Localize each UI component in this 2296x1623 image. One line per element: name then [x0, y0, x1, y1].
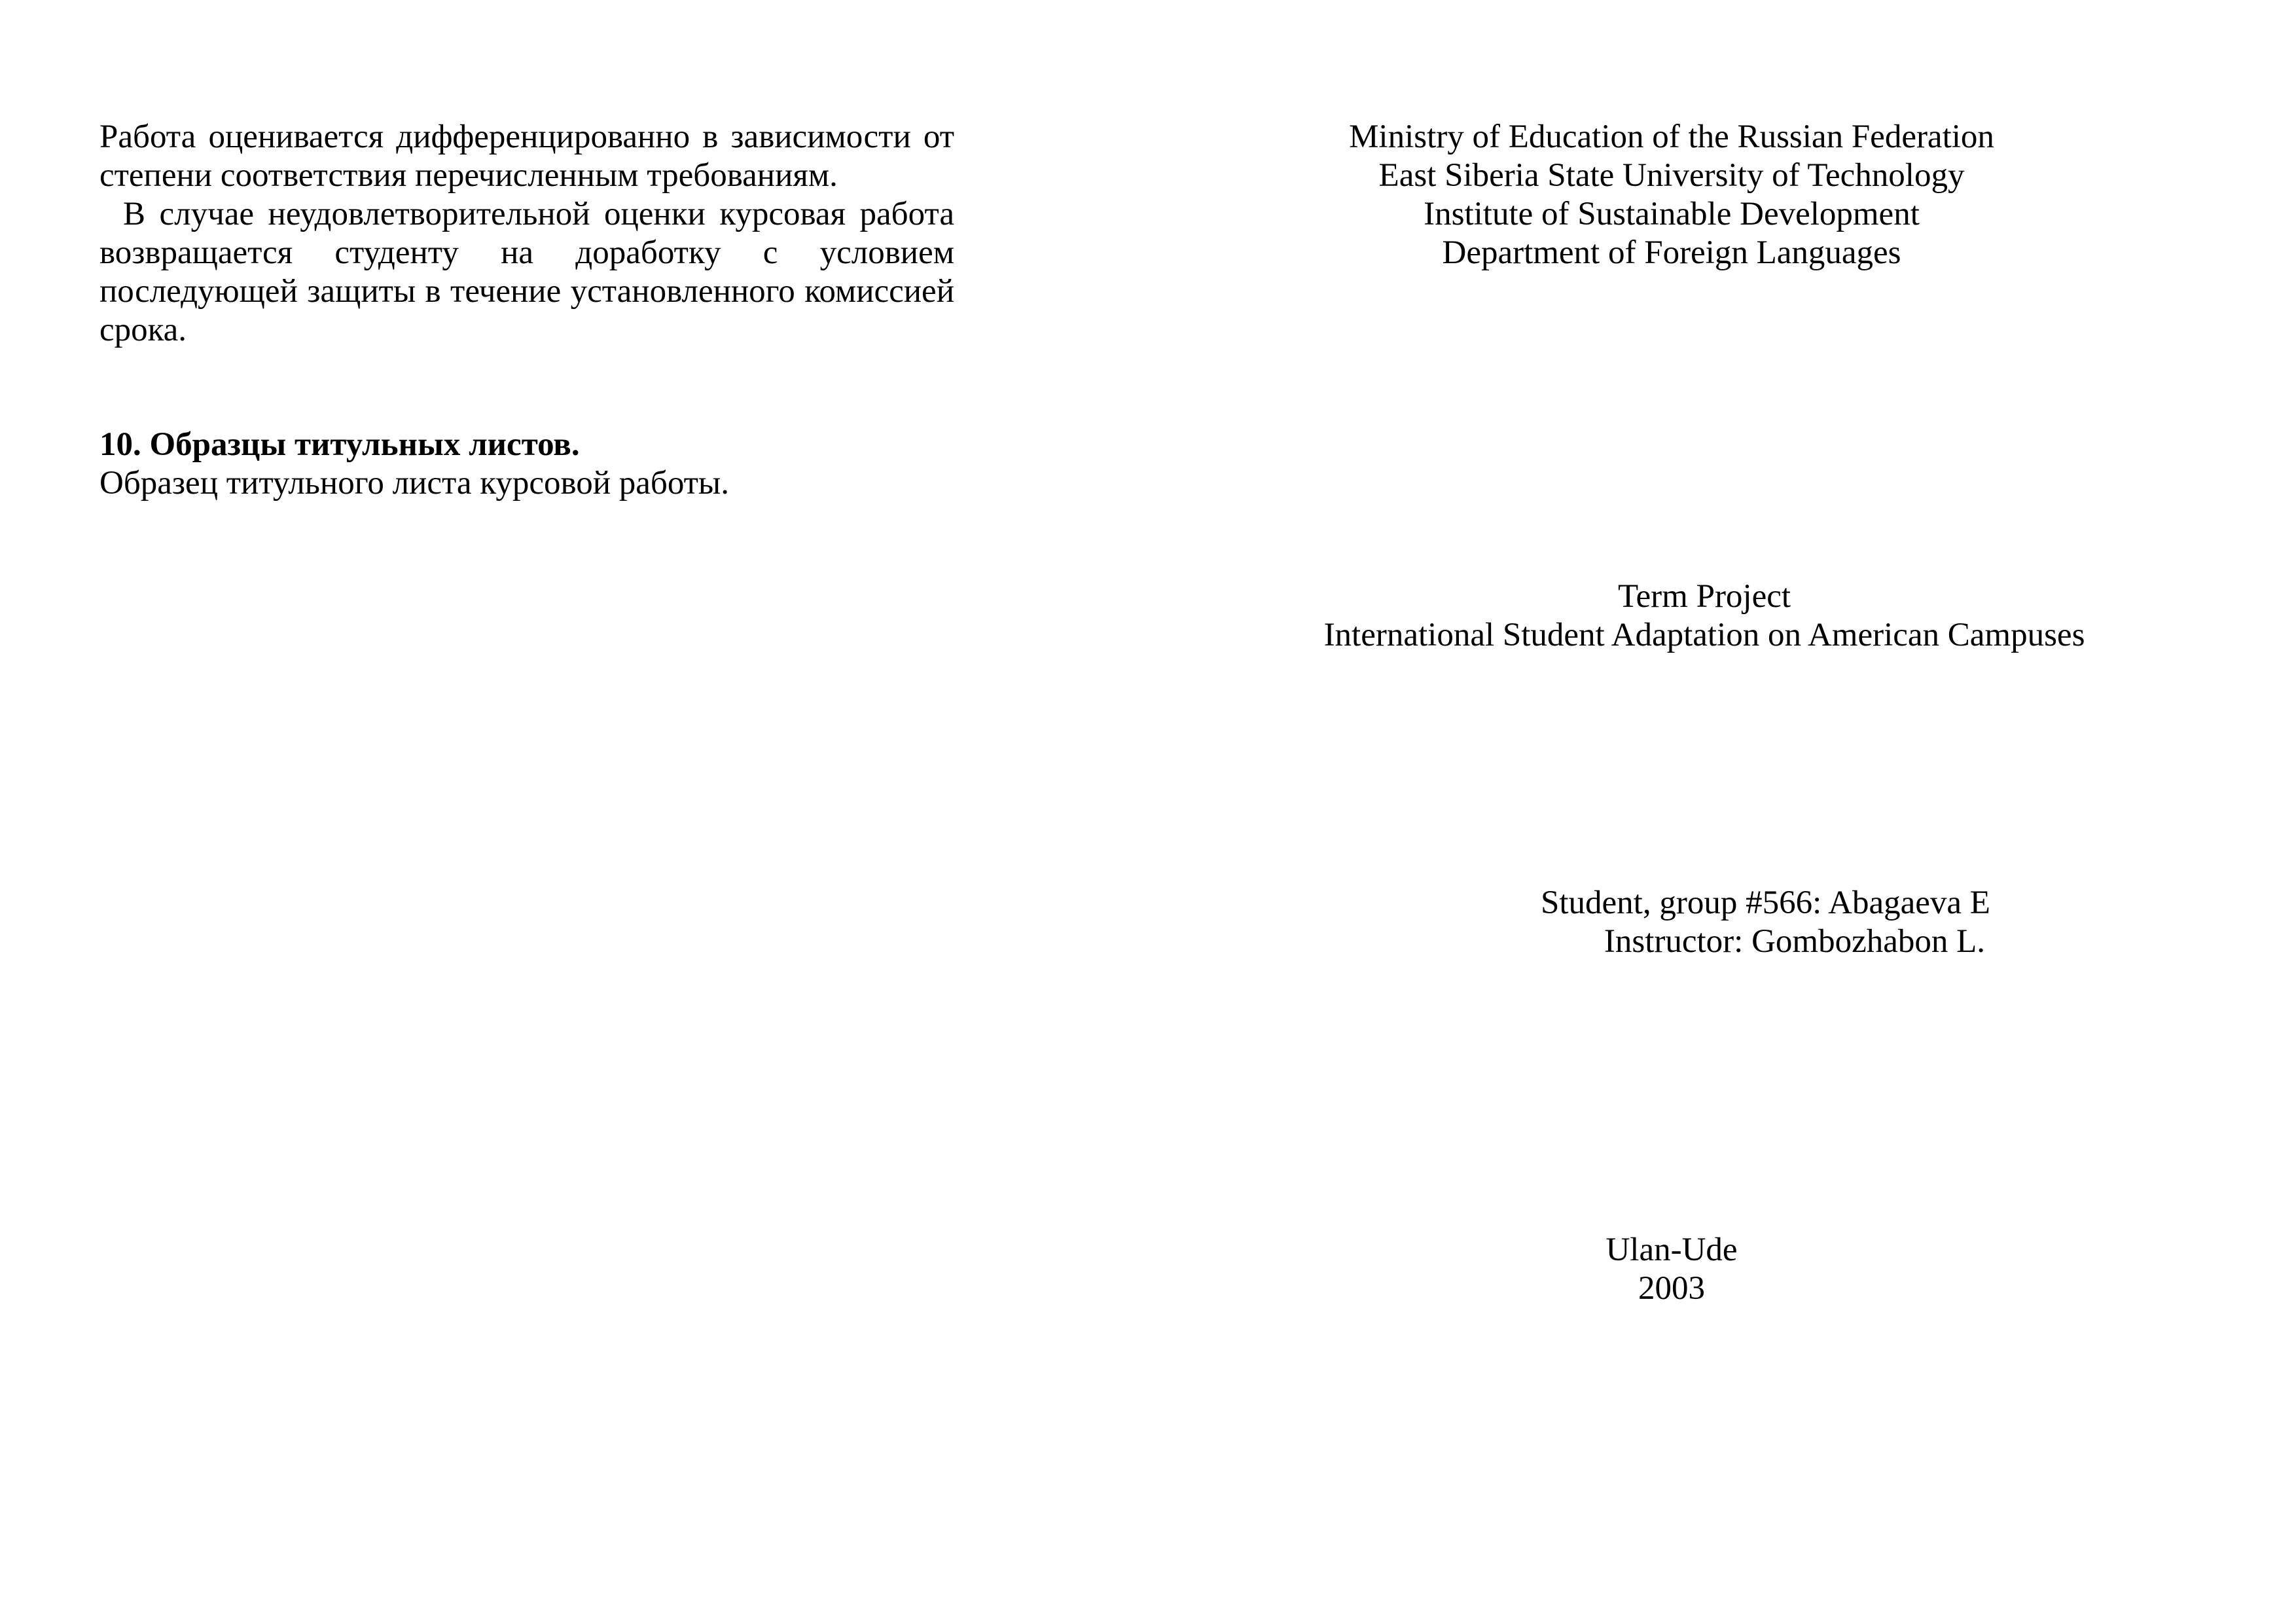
author-block: [1541, 884, 1990, 961]
year: 2003: [1638, 1270, 1705, 1307]
project-title-block: [1312, 577, 2097, 655]
paragraph-line: В случае неудовлетворительной оценки курсовая работа: [123, 196, 954, 232]
paragraph-line: срока.: [99, 312, 187, 348]
institution-header: [1279, 118, 2064, 272]
institute-line: Institute of Sustainable Development: [1424, 196, 1920, 232]
section-heading: 10. Образцы титульных листов.: [99, 426, 580, 463]
university-line: East Siberia State University of Technology: [1378, 157, 1965, 194]
paragraph-line: возвращается студенту на доработку с условием: [99, 234, 954, 271]
paragraph-line: Работа оценивается дифференцированно в зависимости от: [99, 119, 954, 155]
project-label: Term Project: [1617, 578, 1791, 615]
student-line: Student, group #566: Abagaeva E: [1541, 884, 1990, 921]
paragraph-line: последующей защиты в течение установленного комиссией: [99, 273, 954, 310]
city: Ulan-Ude: [1605, 1231, 1738, 1268]
section-subheading: Образец титульного листа курсовой работы.: [99, 465, 729, 501]
right-page: [1148, 0, 2296, 1623]
project-title: International Student Adaptation on American Campuses: [1323, 617, 2085, 653]
paragraph-line: степени соответствия перечисленным требованиям.: [99, 157, 838, 194]
department-line: Department of Foreign Languages: [1442, 234, 1901, 271]
rework-paragraph: [99, 195, 954, 350]
ministry-line: Ministry of Education of the Russian Federation: [1349, 119, 1994, 155]
grading-paragraph: [99, 118, 954, 195]
place-date-block: [1541, 1231, 1803, 1308]
instructor-line: Instructor: Gombozhabon L.: [1604, 923, 1985, 960]
